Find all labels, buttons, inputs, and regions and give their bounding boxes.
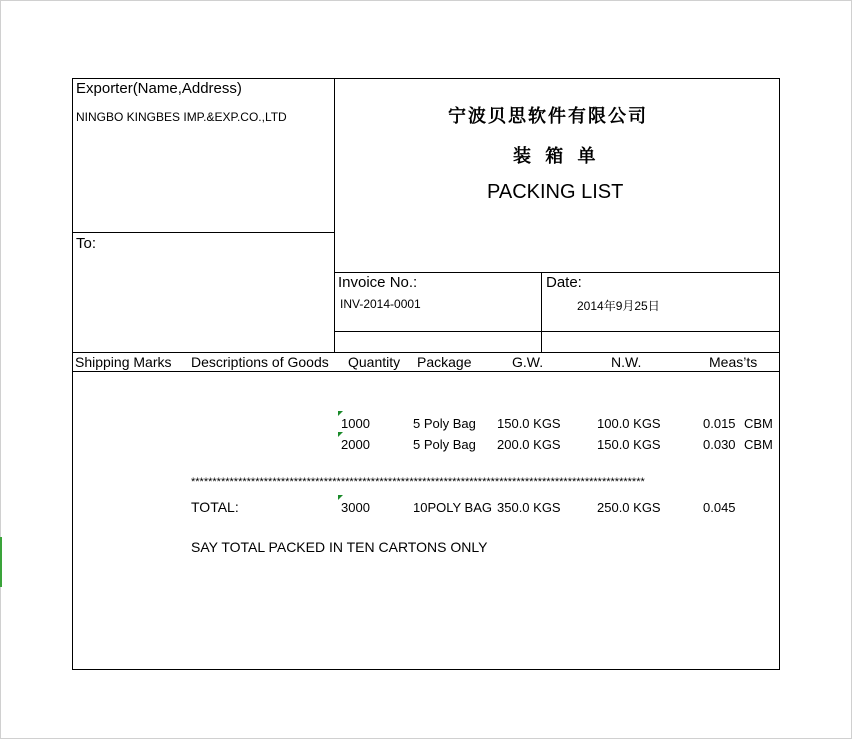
total-qty: 3000 (341, 500, 370, 515)
row-1-meas: 0.015 (703, 416, 736, 431)
to-label: To: (76, 235, 97, 252)
invoice-label: Invoice No.: (338, 274, 418, 291)
total-label: TOTAL: (191, 499, 239, 515)
total-nw: 250.0 KGS (597, 500, 661, 515)
date-value: 2014年9月25日 (577, 299, 660, 313)
divider-exporter-to (72, 232, 335, 233)
row-1-nw: 100.0 KGS (597, 416, 661, 431)
divider-vertical-main (334, 78, 335, 352)
row-1-qty: 1000 (341, 416, 370, 431)
col-header-shipping-marks: Shipping Marks (75, 354, 172, 370)
row-2-nw: 150.0 KGS (597, 437, 661, 452)
row-1-gw: 150.0 KGS (497, 416, 561, 431)
frame-bottom (72, 669, 780, 670)
frame-right (779, 78, 780, 670)
row-2-meas: 0.030 (703, 437, 736, 452)
separator-line: ********************************************************************************************************** (191, 476, 645, 488)
packing-list-title-cn: 装 箱 单 (513, 146, 600, 167)
divider-invoice-date (541, 272, 542, 352)
col-header-gw: G.W. (512, 354, 544, 370)
divider-header-bottom (72, 371, 780, 372)
row-2-package: 5 Poly Bag (413, 437, 476, 452)
row-2-unit: CBM (744, 437, 773, 452)
col-header-meas: Meas’ts (709, 354, 758, 370)
divider-title-invoice (334, 272, 780, 273)
total-package: 10POLY BAG (413, 500, 493, 515)
divider-invoice-bottom (334, 331, 780, 332)
row-2-gw: 200.0 KGS (497, 437, 561, 452)
divider-header-top (72, 352, 780, 353)
col-header-quantity: Quantity (348, 354, 401, 370)
total-meas: 0.045 (703, 500, 736, 515)
row-1-package: 5 Poly Bag (413, 416, 476, 431)
col-header-nw: N.W. (611, 354, 642, 370)
packing-list-title-en: PACKING LIST (487, 181, 624, 203)
row-1-unit: CBM (744, 416, 773, 431)
row-2-qty: 2000 (341, 437, 370, 452)
total-gw: 350.0 KGS (497, 500, 561, 515)
frame-top (72, 78, 780, 79)
company-name-cn: 宁波贝思软件有限公司 (448, 106, 648, 127)
col-header-descriptions: Descriptions of Goods (191, 354, 329, 370)
selection-marker (0, 537, 2, 587)
say-total-text: SAY TOTAL PACKED IN TEN CARTONS ONLY (191, 539, 488, 555)
exporter-label: Exporter(Name,Address) (76, 80, 242, 97)
exporter-value: NINGBO KINGBES IMP.&EXP.CO.,LTD (76, 110, 287, 124)
frame-left (72, 78, 73, 670)
date-label: Date: (546, 274, 582, 291)
invoice-value: INV-2014-0001 (340, 297, 421, 311)
col-header-package: Package (417, 354, 472, 370)
